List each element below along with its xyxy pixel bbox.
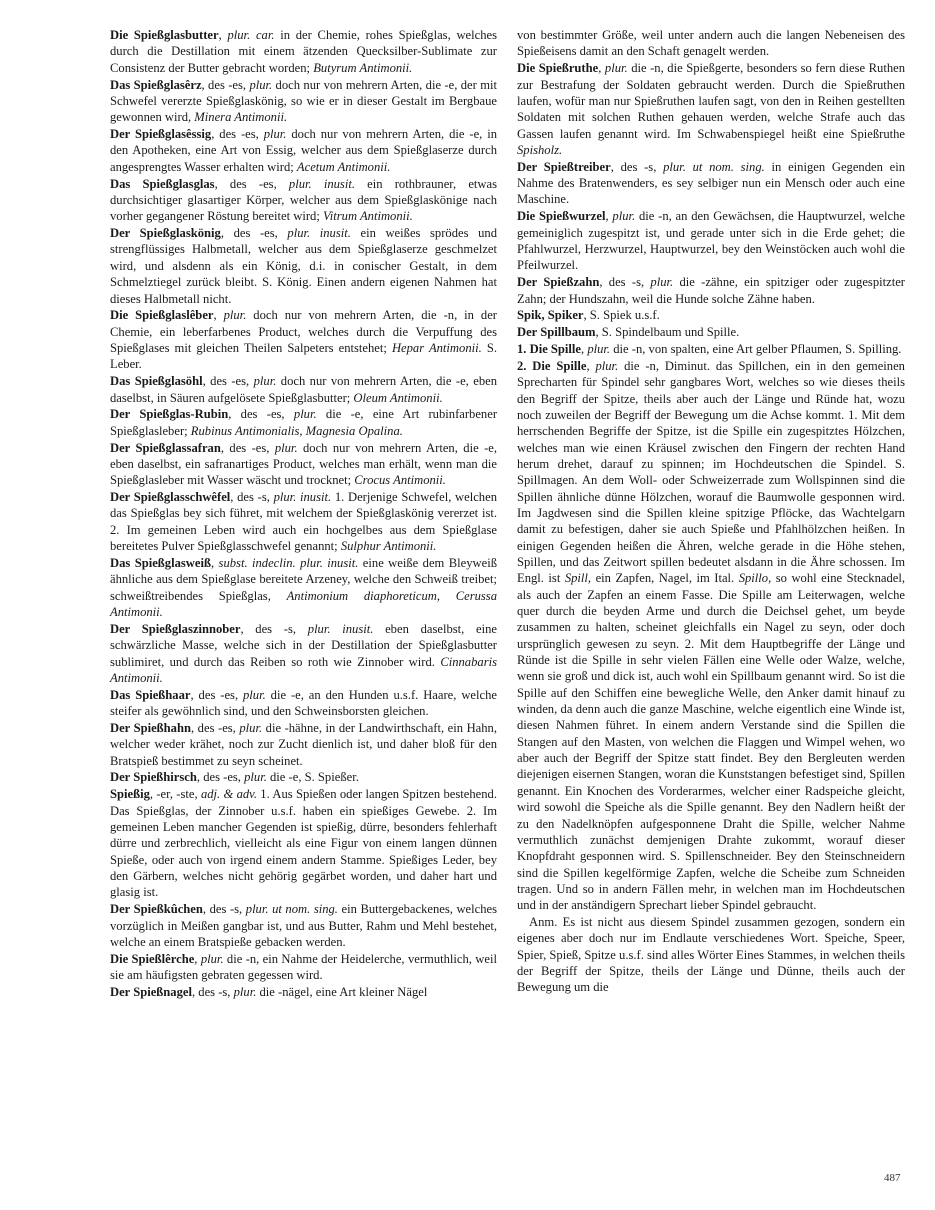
dictionary-entry xyxy=(110,901,497,950)
entry-text: , des -es, xyxy=(196,770,245,785)
dictionary-entry xyxy=(110,687,497,720)
entry-text: , des -s, xyxy=(599,275,651,290)
entry-text: 1. Aus Spießen oder langen Spitzen bestehend. Das Spießglas, der Zinnober u.s.f. haben ein spießiges Gewebe. 2. Im gemeinen Leben mancher Gegenden ist spießig, dürre, besonders fehlerhaft dürre und zerbrechlich, vielleicht als eine Figur von einem langen dünnen Spieße, oder auch von irgend einem andern Stamme. Spießiges Leder, bey den Gärbern, welches nicht gehörig gegärbet worden, und daher hart und glasig ist. xyxy=(110,787,497,900)
entry-text: , S. Spiek u.s.f. xyxy=(583,308,660,323)
entry-text: , -er, -ste, xyxy=(149,787,201,802)
entry-italic: Crocus Antimonii. xyxy=(354,473,446,488)
entry-text: , xyxy=(605,209,613,224)
dictionary-entry xyxy=(110,307,497,372)
entry-headword: Der Spießnagel xyxy=(110,984,192,999)
entry-text: , des -es, xyxy=(220,440,275,455)
entry-headword: Das Spießglasöhl xyxy=(110,374,203,389)
left-column xyxy=(110,27,497,1001)
entry-text: , des -es, xyxy=(214,176,289,191)
entry-headword: Der Spießtreiber xyxy=(517,159,611,174)
annotation-paragraph: Anm. Es ist nicht aus diesem Spindel zusammen gezogen, sondern ein eigenes aber doch nur im Endlaute verschiedenes Wort. Speiche, Speer, Spier, Spieß, Spitze u.s.f. sind alles Wörter Eines Stammes, in welchen theils der Begriff der Spitze, theils der Länge und Dünne, theils auch der Bewegung um die xyxy=(517,915,905,995)
entry-text: 1. Derjenige Schwefel, welchen das Spießglas bey sich führet, mit welchem der Spießglaskönig vererzet ist. 2. Im gemeinen Leben wird auch ein hochgelbes aus dem Spießglase bereitetes Pulver Spießglasschwefel genannt; xyxy=(110,490,497,554)
entry-headword: Der Spießglassafran xyxy=(110,440,221,455)
dictionary-entry xyxy=(517,208,905,273)
entry-text: , des -s, xyxy=(191,984,234,999)
entry-text: , des -es, xyxy=(220,226,288,241)
entry-text: die -n, von spalten, eine Art gelber Pflaumen, S. Spilling. xyxy=(610,342,902,357)
entry-text: eben daselbst, eine schwärzliche Masse, welche sich in der Destillation der Spießglasbutter sublimiret, und durch das Reiben so roth wie Zinnober wird. xyxy=(110,621,497,669)
entry-text: doch nur von mehrern Arten, die -n, in der Chemie, ein leberfarbenes Product, welches durch die Verpuffung des Spießglases mit gleichen Theilen Salpeters entstehet; xyxy=(110,308,497,356)
entry-italic: Spill, xyxy=(564,571,592,586)
entry-headword: Der Spießglasêssig xyxy=(110,127,212,142)
entry-headword: 1. Die Spille xyxy=(517,342,582,357)
dictionary-entry xyxy=(110,621,497,686)
dictionary-entry xyxy=(110,406,497,439)
entry-text: doch nur von mehrern Arten, die -e, in den Apotheken, eine Art von Essig, welcher aus dem Spießglaserze durch angesprengtes Wasser erhalten wird; xyxy=(110,127,497,174)
dictionary-entry xyxy=(517,307,905,323)
entry-headword: Die Spießglaslêber xyxy=(110,308,214,323)
entry-italic: adj. & adv. xyxy=(200,787,257,802)
entry-text: , xyxy=(586,358,596,373)
entry-headword: Spießig xyxy=(110,787,150,802)
entry-italic: plur. xyxy=(244,770,267,785)
dictionary-entry xyxy=(517,358,905,914)
entry-italic: Spisholz. xyxy=(517,142,563,157)
entry-text: , des -s, xyxy=(230,490,274,505)
entry-italic: Acetum Antimonii. xyxy=(296,159,391,174)
entry-text: eine weiße dem Bleyweiß ähnliche aus dem Spießglase bereitete Arzeney, welche den Schweiß treibet; schweißtreibendes Spießglas, xyxy=(110,556,498,603)
entry-italic: plur. inusit. xyxy=(287,226,351,241)
entry-headword: Die Spießruthe xyxy=(517,61,599,76)
entry-italic: plur. xyxy=(243,687,266,702)
entry-text: doch nur von mehrern Arten, die -e, eben daselbst, ein safranartiges Product, welches man erhält, wenn man die Spießglasleber mit Wasser wäscht und trocknet; xyxy=(110,440,498,488)
entry-text: so wohl eine Stecknadel, als auch der Zapfen an einem Fasse. Die Spille am Leiterwagen, welche quer durch die beyden Arme und durch die Deichsel gehet, um beyde zusammen zu halten, scheinet gleichfalls ein Nagel zu seyn, oder doch ursprünglich gewesen zu seyn. 2. Mit dem Hauptbegriffe der Länge und Ründe ist die Spille in sehr vielen Fällen eine Welle oder Walze, welche, wenn sie groß und dick ist, auch wohl ein Spillbaum genannt wird. So ist die Spille auf den Schiffen eine bewegliche Welle, den Anker damit hinauf zu winden, da denn auch die ganze Maschine, welche eigentlich eine Winde ist, diesen Nahmen führet. In einem andern Verstande sind die Spillen die Stangen auf den Masten, von welchen die Flaggen und Wimpel wehen, wo aber auch der Begriff der Spitze statt findet. Bey den Bergleuten werden diejenigen eisernen Stangen, woran die Kunststangen befestiget sind, Spillen genannt. Ein Knochen des Vorderarmes, welcher einer Radspeiche gleicht, wird sowohl die Speiche als die Spille genannt. Bey den Nadlern heißt der zu den Nadelknöpfen aufgesponnene Draht die Spille, welcher Nahme vermuthlich zunächst demjenigen Drahte zukommt, worauf dieser Knopfdraht gesponnen wird. S. Spillenschneider. Bey den Steinschneidern sind die Spillen kegelförmige Zapfen, welche die Scheibe zum Schneiden tragen. Und so in andern Fällen mehr, in welchen man im Hochdeutschen und in der anständigern Sprechart lieber Spindel gebraucht. xyxy=(517,571,905,913)
entry-italic: Antimonium diaphoreticum, Cerussa Antimonii. xyxy=(110,588,497,620)
dictionary-entry xyxy=(110,27,497,76)
entry-italic: plur. inusit. xyxy=(307,621,374,636)
entry-headword: Der Spießzahn xyxy=(517,275,600,290)
entry-italic: plur. xyxy=(233,984,257,999)
dictionary-entry xyxy=(517,159,905,208)
entry-headword: Der Spießglaszinnober xyxy=(110,621,241,636)
entry-italic: plur. xyxy=(587,342,611,357)
entry-text: ein Buttergebackenes, welches vorzüglich in Meißen gangbar ist, und aus Butter, Rahm und Mehl bestehet, welche an einem Bratspieße gebacken werden. xyxy=(110,902,498,949)
dictionary-entry xyxy=(517,324,905,340)
entry-text: die -n, Diminut. das Spillchen, ein in den gemeinen Sprecharten für Spindel sehr gangbares Wort, welches so wie dieses theils den Begriff der Spitze, theils aber auch der Länge und Ründe hat, wozu noch zuweilen der Begriff der Bewegung um die Achse kommt. 1. Mit dem herrschenden Begriffe der Spitze, ist die Spille ein zugespitztes Hölzchen, welches man wie einen Kräusel zwischen den Fingern der rechten Hand herum drehet, darauf zu spinnen; im Hochdeutschen die Spindel. S. Spillmagen. An dem Woll- oder Schweizerrade zum Wollspinnen sind die Spillen ähnliche dünne Hölzchen, worauf die Baumwolle gesponnen wird. Im Jagdwesen sind die Spillen kleine spitzige Pflöcke, das Wachtelgarn damit zu befestigen, daher sie auch Spieße und Pfahlhölzchen heißen. In einigen Gegenden heißen die Ähren, welche gerade in die Höhe stehen, Spillen, und das Zeitwort spillen bedeutet alsdann in die Ähre schossen. Im Engl. ist xyxy=(517,358,905,586)
dictionary-entry xyxy=(110,440,497,489)
entry-headword: 2. Die Spille xyxy=(517,358,587,373)
right-column xyxy=(517,27,905,996)
entry-text: , des -es, xyxy=(201,77,250,92)
entry-headword: Das Spießglasêrz xyxy=(110,77,202,92)
entry-italic: plur. xyxy=(249,77,273,92)
entry-italic: Vitrum Antimonii. xyxy=(322,209,413,224)
entry-italic: plur. inusit. xyxy=(288,176,355,191)
entry-headword: Der Spillbaum xyxy=(517,325,596,340)
entry-text: , des -s, xyxy=(240,621,308,636)
entry-italic: Oleum Antimonii. xyxy=(353,390,443,405)
entry-text: in der Chemie, rohes Spießglas, welches durch die Destillation mit einem ätzenden Quecksilber-Sublimate zur Consistenz der Butter gebracht worden; xyxy=(110,28,497,75)
right-column-entries xyxy=(517,27,905,914)
entry-headword: Die Spießglasbutter xyxy=(110,28,219,42)
entry-text: , des -es, xyxy=(202,374,254,389)
entry-text: doch nur von mehrern Arten, die -e, der mit Schwefel vererzte Spießglaskönig, so wie er in dieser Gestalt im Bergbaue gewonnen wird, xyxy=(110,77,497,125)
entry-text: die -hähne, in der Landwirthschaft, ein Hahn, welcher weder krähet, noch zur Zucht dienlich ist, und daher bloß für den Bratspieß bestimmet zu seyn scheinet. xyxy=(110,720,498,768)
entry-text: , des -es, xyxy=(228,407,294,422)
entry-text: die -n, an den Gewächsen, die Hauptwurzel, welche gemeiniglich zugespitzt ist, und gerade unter sich in die Erde gehet; die Pfahlwurzel, Herzwurzel, Hauptwurzel, bey den Weinstöcken auch wohl die Pfeilwurzel. xyxy=(517,209,906,273)
entry-text: die -nägel, eine Art kleiner Nägel xyxy=(256,984,428,999)
entry-italic: plur. xyxy=(604,61,628,76)
entry-text: S. Leber. xyxy=(110,341,497,372)
dictionary-entry xyxy=(110,786,497,900)
entry-headword: Der Spießhirsch xyxy=(110,770,197,785)
entry-text: die -e, eine Art rubinfarbener Spießglasleber; xyxy=(110,407,498,438)
entry-italic: plur. xyxy=(650,275,674,290)
dictionary-entry xyxy=(517,341,905,357)
entry-headword: Die Spießwurzel xyxy=(517,209,606,224)
entry-italic: Cinnabaris Antimonii. xyxy=(110,654,497,685)
entry-italic: Butyrum Antimonii. xyxy=(313,60,413,75)
dictionary-entry xyxy=(110,126,497,175)
entry-italic: plur. xyxy=(239,720,263,735)
entry-text: , xyxy=(581,342,588,357)
entry-text: , des -es, xyxy=(211,127,264,142)
entry-text: , des -es, xyxy=(190,687,243,702)
entry-italic: subst. indeclin. plur. inusit. xyxy=(218,556,359,570)
entry-headword: Der Spießglas-Rubin xyxy=(110,407,229,422)
entry-italic: plur. xyxy=(274,440,298,455)
entry-headword: Der Spießglasschwêfel xyxy=(110,490,231,505)
dictionary-entry xyxy=(110,555,497,620)
dictionary-entry xyxy=(110,951,497,984)
entry-text: die -e, an den Hunden u.s.f. Haare, welche steifer als gewöhnlich sind, und den Schweinsborsten gleichen. xyxy=(110,687,497,719)
dictionary-entry xyxy=(517,27,905,60)
entry-text: , des -s, xyxy=(202,902,246,917)
entry-italic: Spillo, xyxy=(738,571,772,586)
entry-text: die -n, ein Nahme der Heidelerche, vermuthlich, weil sie am häufigsten gebraten gegessen wird. xyxy=(110,951,497,983)
dictionary-entry xyxy=(110,720,497,769)
entry-italic: Sulphur Antimonii. xyxy=(340,539,437,554)
entry-text: von bestimmter Größe, weil unter andern auch die langen Nebeneisen des Spießeisens damit an den Schaft genagelt werden. xyxy=(517,28,905,59)
entry-text: ein Zapfen, Nagel, im Ital. xyxy=(591,571,739,586)
entry-headword: Der Spießkûchen xyxy=(110,902,203,917)
entry-italic: plur. xyxy=(595,358,619,373)
entry-text: in einigen Gegenden ein Nahme des Bratenwenders, es sey selbiger nun ein Mensch oder auch eine Maschine. xyxy=(517,159,906,207)
entry-italic: plur. ut nom. sing. xyxy=(245,902,338,917)
entry-italic: plur. car. xyxy=(227,28,275,42)
entry-headword: Der Spießhahn xyxy=(110,720,191,735)
entry-text: die -e, S. Spießer. xyxy=(266,770,359,785)
dictionary-entry xyxy=(517,60,905,158)
entry-italic: plur. xyxy=(200,951,224,966)
entry-text: , des -s, xyxy=(610,159,664,174)
dictionary-entry xyxy=(110,489,497,554)
entry-italic: plur. xyxy=(293,407,317,422)
entry-text: die -zähne, ein spitziger oder zugespitzter Zahn; der Hundszahn, weil die Hunde solche Zähne haben. xyxy=(517,275,906,306)
entry-text: , xyxy=(598,61,605,76)
entry-text: ein rothbrauner, etwas durchsichtiger glasartiger Körper, welcher aus dem Spießglaskönige nach vorher gegangener Röstung bereitet wird; xyxy=(110,176,497,224)
entry-headword: Das Spießglasglas xyxy=(110,176,215,191)
entry-headword: Spik, Spiker xyxy=(517,308,584,323)
entry-italic: plur. xyxy=(223,308,247,323)
entry-headword: Der Spießglaskönig xyxy=(110,226,221,241)
entry-italic: plur. inusit. xyxy=(273,490,332,505)
entry-italic: plur. xyxy=(253,374,277,389)
entry-headword: Das Spießglasweiß xyxy=(110,556,211,570)
dictionary-entry xyxy=(110,769,497,785)
dictionary-entry xyxy=(110,984,497,1000)
dictionary-entry xyxy=(110,373,497,406)
entry-italic: Hepar Antimonii. xyxy=(391,341,482,356)
dictionary-entry xyxy=(110,77,497,126)
entry-headword: Die Spießlêrche xyxy=(110,951,195,966)
entry-italic: plur. xyxy=(612,209,636,224)
entry-text: die -n, die Spießgerte, besonders so fern diese Ruthen zur Bestrafung der Soldaten gebraucht werden. Durch die Spießruthen laufen, wofür man nur Spießruthen laufen sagt, von den in Reihen gestellten Soldaten mit solchen Ruthen gehauen werden, welche Strafe auch das Gassen laufen genannt wird. Im Schwabenspiegel heißt eine Spießruthe xyxy=(517,61,905,141)
entry-text: , des -es, xyxy=(191,720,240,735)
entry-italic: Rubinus Antimonialis, Magnesia Opalina. xyxy=(190,423,403,438)
entry-text: , xyxy=(218,28,228,42)
entry-headword: Das Spießhaar xyxy=(110,687,191,702)
dictionary-entry xyxy=(110,176,497,225)
dictionary-entry xyxy=(110,225,497,307)
page-number: 487 xyxy=(884,1172,901,1184)
dictionary-entry xyxy=(517,274,905,307)
entry-text: doch nur von mehrern Arten, die -e, eben daselbst, in Säuren aufgelösete Spießglasbutter; xyxy=(110,374,497,405)
entry-italic: Minera Antimonii. xyxy=(194,110,288,125)
entry-italic: plur. ut nom. sing. xyxy=(663,159,765,174)
entry-text: , xyxy=(210,556,219,570)
entry-italic: plur. xyxy=(263,127,287,142)
entry-text: ein weißes sprödes und strengflüssiges Halbmetall, welcher aus dem Spießglaserze geschmelzet wird, und alsdenn als ein König, d.i. in conischer Gestalt, in dem Schmelztiegel zurück bleibt. S. König. Einen andern eigenen Nahmen hat dieses Halbmetall nicht. xyxy=(110,226,497,306)
entry-text: , xyxy=(194,951,201,966)
entry-text: , xyxy=(213,308,224,323)
entry-text: , S. Spindelbaum und Spille. xyxy=(595,325,740,340)
